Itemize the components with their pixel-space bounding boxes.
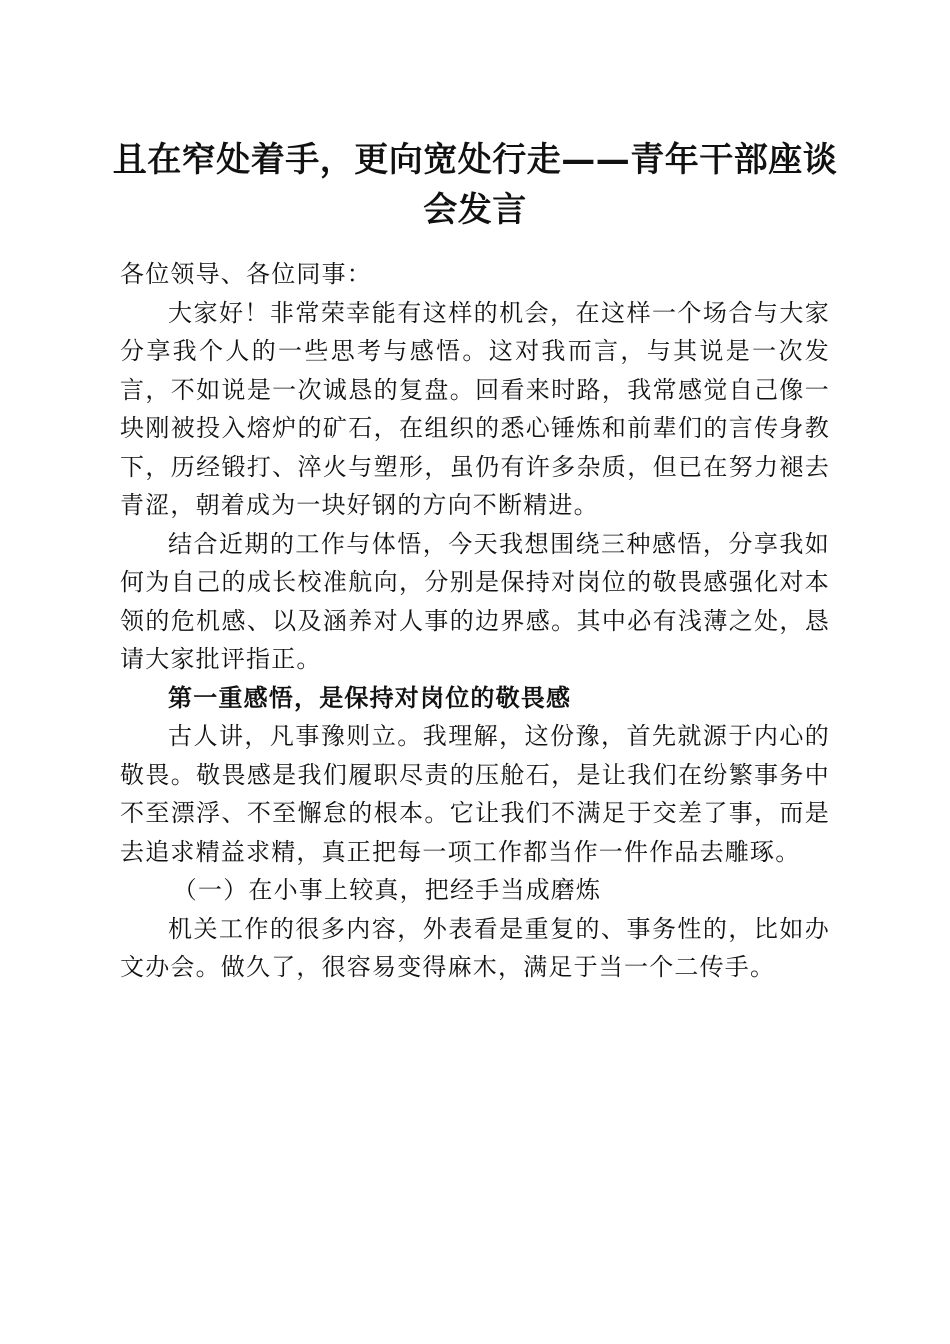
salutation: 各位领导、各位同事： bbox=[120, 260, 372, 288]
opening-paragraph: 大家好！非常荣幸能有这样的机会，在这样一个场合与大家分享我个人的一些思考与感悟。这对我而言，与其说是一次发言，不如说是一次诚恳的复盘。回看来时路，我常感觉自己像一块刚被投入熔炉的矿石，在组织的悉心锤炼和前辈们的言传身教下，历经锻打、淬火与塑形，虽仍有许多杂质，但已在努力褪去青涩，朝着成为一块好钢的方向不断精进。 bbox=[120, 298, 830, 519]
section-paragraph: 古人讲，凡事豫则立。我理解，这份豫，首先就源于内心的敬畏。敬畏感是我们履职尽责的压舱石，是让我们在纷繁事务中不至漂浮、不至懈怠的根本。它让我们不满足于交差了事，而是去追求精益求精，真正把每一项工作都当作一件作品去雕琢。 bbox=[120, 722, 830, 866]
intro-paragraph: 结合近期的工作与体悟，今天我想围绕三种感悟，分享我如何为自己的成长校准航向，分别是保持对岗位的敬畏感强化对本领的危机感、以及涵养对人事的边界感。其中必有浅薄之处，恳请大家批评指正。 bbox=[120, 529, 830, 673]
document-body bbox=[120, 255, 830, 987]
subsection-paragraph: 机关工作的很多内容，外表看是重复的、事务性的，比如办文办会。做久了，很容易变得麻木，满足于当一个二传手。 bbox=[120, 914, 830, 981]
subsection-heading: （一）在小事上较真，把经手当成磨炼 bbox=[172, 876, 602, 904]
document-title: 且在窄处着手，更向宽处行走——青年干部座谈会发言 bbox=[112, 140, 838, 230]
section-heading: 第一重感悟，是保持对岗位的敬畏感 bbox=[168, 682, 572, 712]
